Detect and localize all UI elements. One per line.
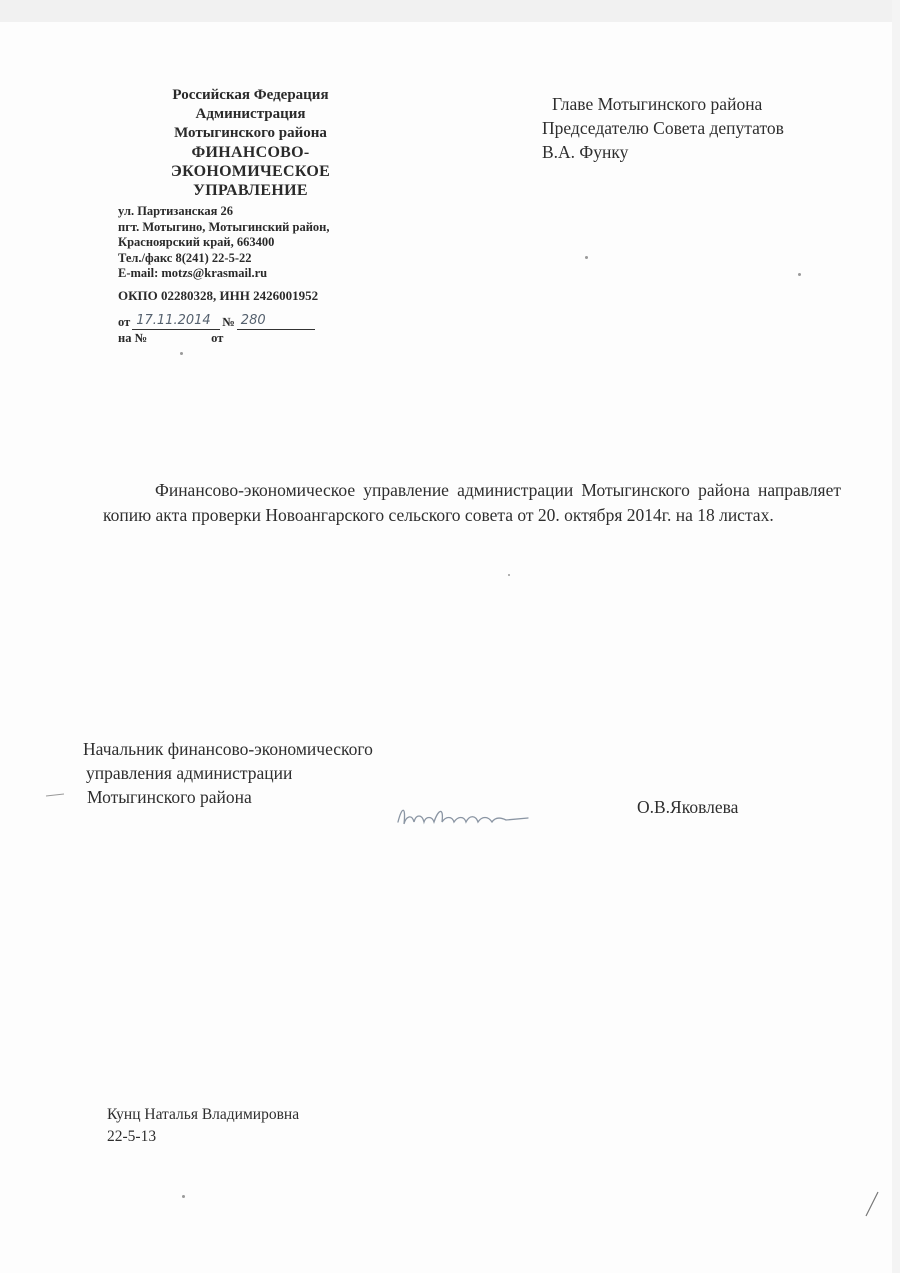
reply-no-label: на №: [118, 330, 148, 345]
letterhead-dept-line2: ЭКОНОМИЧЕСКОЕ: [170, 163, 331, 180]
reg-no-label: №: [222, 314, 235, 329]
reg-date-handwritten: 17.11.2014: [132, 314, 220, 330]
reply-from-label: от: [211, 330, 224, 345]
handwritten-signature: [392, 796, 542, 836]
reg-from-label: от: [118, 314, 131, 329]
letterhead: [118, 86, 388, 346]
executor-block: [107, 1104, 299, 1148]
letter-body: [103, 478, 841, 528]
scan-mark: [862, 1190, 882, 1220]
scan-speck: [182, 1195, 185, 1198]
executor-name: Кунц Наталья Владимировна: [107, 1106, 300, 1123]
letterhead-org-line1: Администрация: [195, 106, 306, 122]
addressee-line1: Главе Мотыгинского района: [552, 94, 763, 114]
scan-mark: [44, 790, 66, 800]
letterhead-org-line2: Мотыгинского района: [174, 125, 327, 141]
letterhead-dept-line3: УПРАВЛЕНИЕ: [193, 182, 308, 199]
registration-outgoing: [118, 314, 388, 330]
addressee-line3: В.А. Функу: [542, 142, 629, 162]
scan-speck: [798, 273, 801, 276]
scan-right-edge: [892, 0, 900, 1273]
scan-speck: [180, 352, 183, 355]
address-street: ул. Партизанская 26: [118, 204, 233, 218]
letterhead-codes: ОКПО 02280328, ИНН 2426001952: [118, 287, 319, 303]
addressee-block: [542, 92, 784, 164]
address-region: Красноярский край, 663400: [118, 235, 275, 249]
executor-phone: 22-5-13: [107, 1128, 157, 1145]
registration-reply: [118, 330, 388, 346]
address-town: пгт. Мотыгино, Мотыгинский район,: [118, 219, 330, 234]
scan-speck: [585, 256, 588, 259]
address-phone: Тел./факс 8(241) 22-5-22: [118, 250, 252, 265]
registration-block: [118, 314, 388, 346]
signatory-name: О.В.Яковлева: [637, 797, 739, 817]
letterhead-country: Российская Федерация: [172, 87, 329, 103]
reg-number-handwritten: 280: [237, 314, 315, 330]
position-line3: Мотыгинского района: [87, 787, 252, 807]
addressee-line2: Председателю Совета депутатов: [542, 118, 784, 138]
signatory-position: [83, 737, 373, 809]
scan-top-edge: [0, 0, 900, 22]
scan-speck: [508, 574, 510, 576]
letterhead-dept-line1: ФИНАНСОВО-: [191, 144, 310, 161]
body-paragraph: Финансово-экономическое управление администрации Мотыгинского района направляет копию акта проверки Новоангарского сельского совета от 20. октября 2014г. на 18 листах.: [103, 480, 841, 525]
position-line1: Начальник финансово-экономического: [83, 739, 373, 759]
address-email: E-mail: motzs@krasmail.ru: [118, 266, 268, 280]
position-line2: управления администрации: [86, 763, 293, 783]
letterhead-address: [118, 204, 388, 282]
